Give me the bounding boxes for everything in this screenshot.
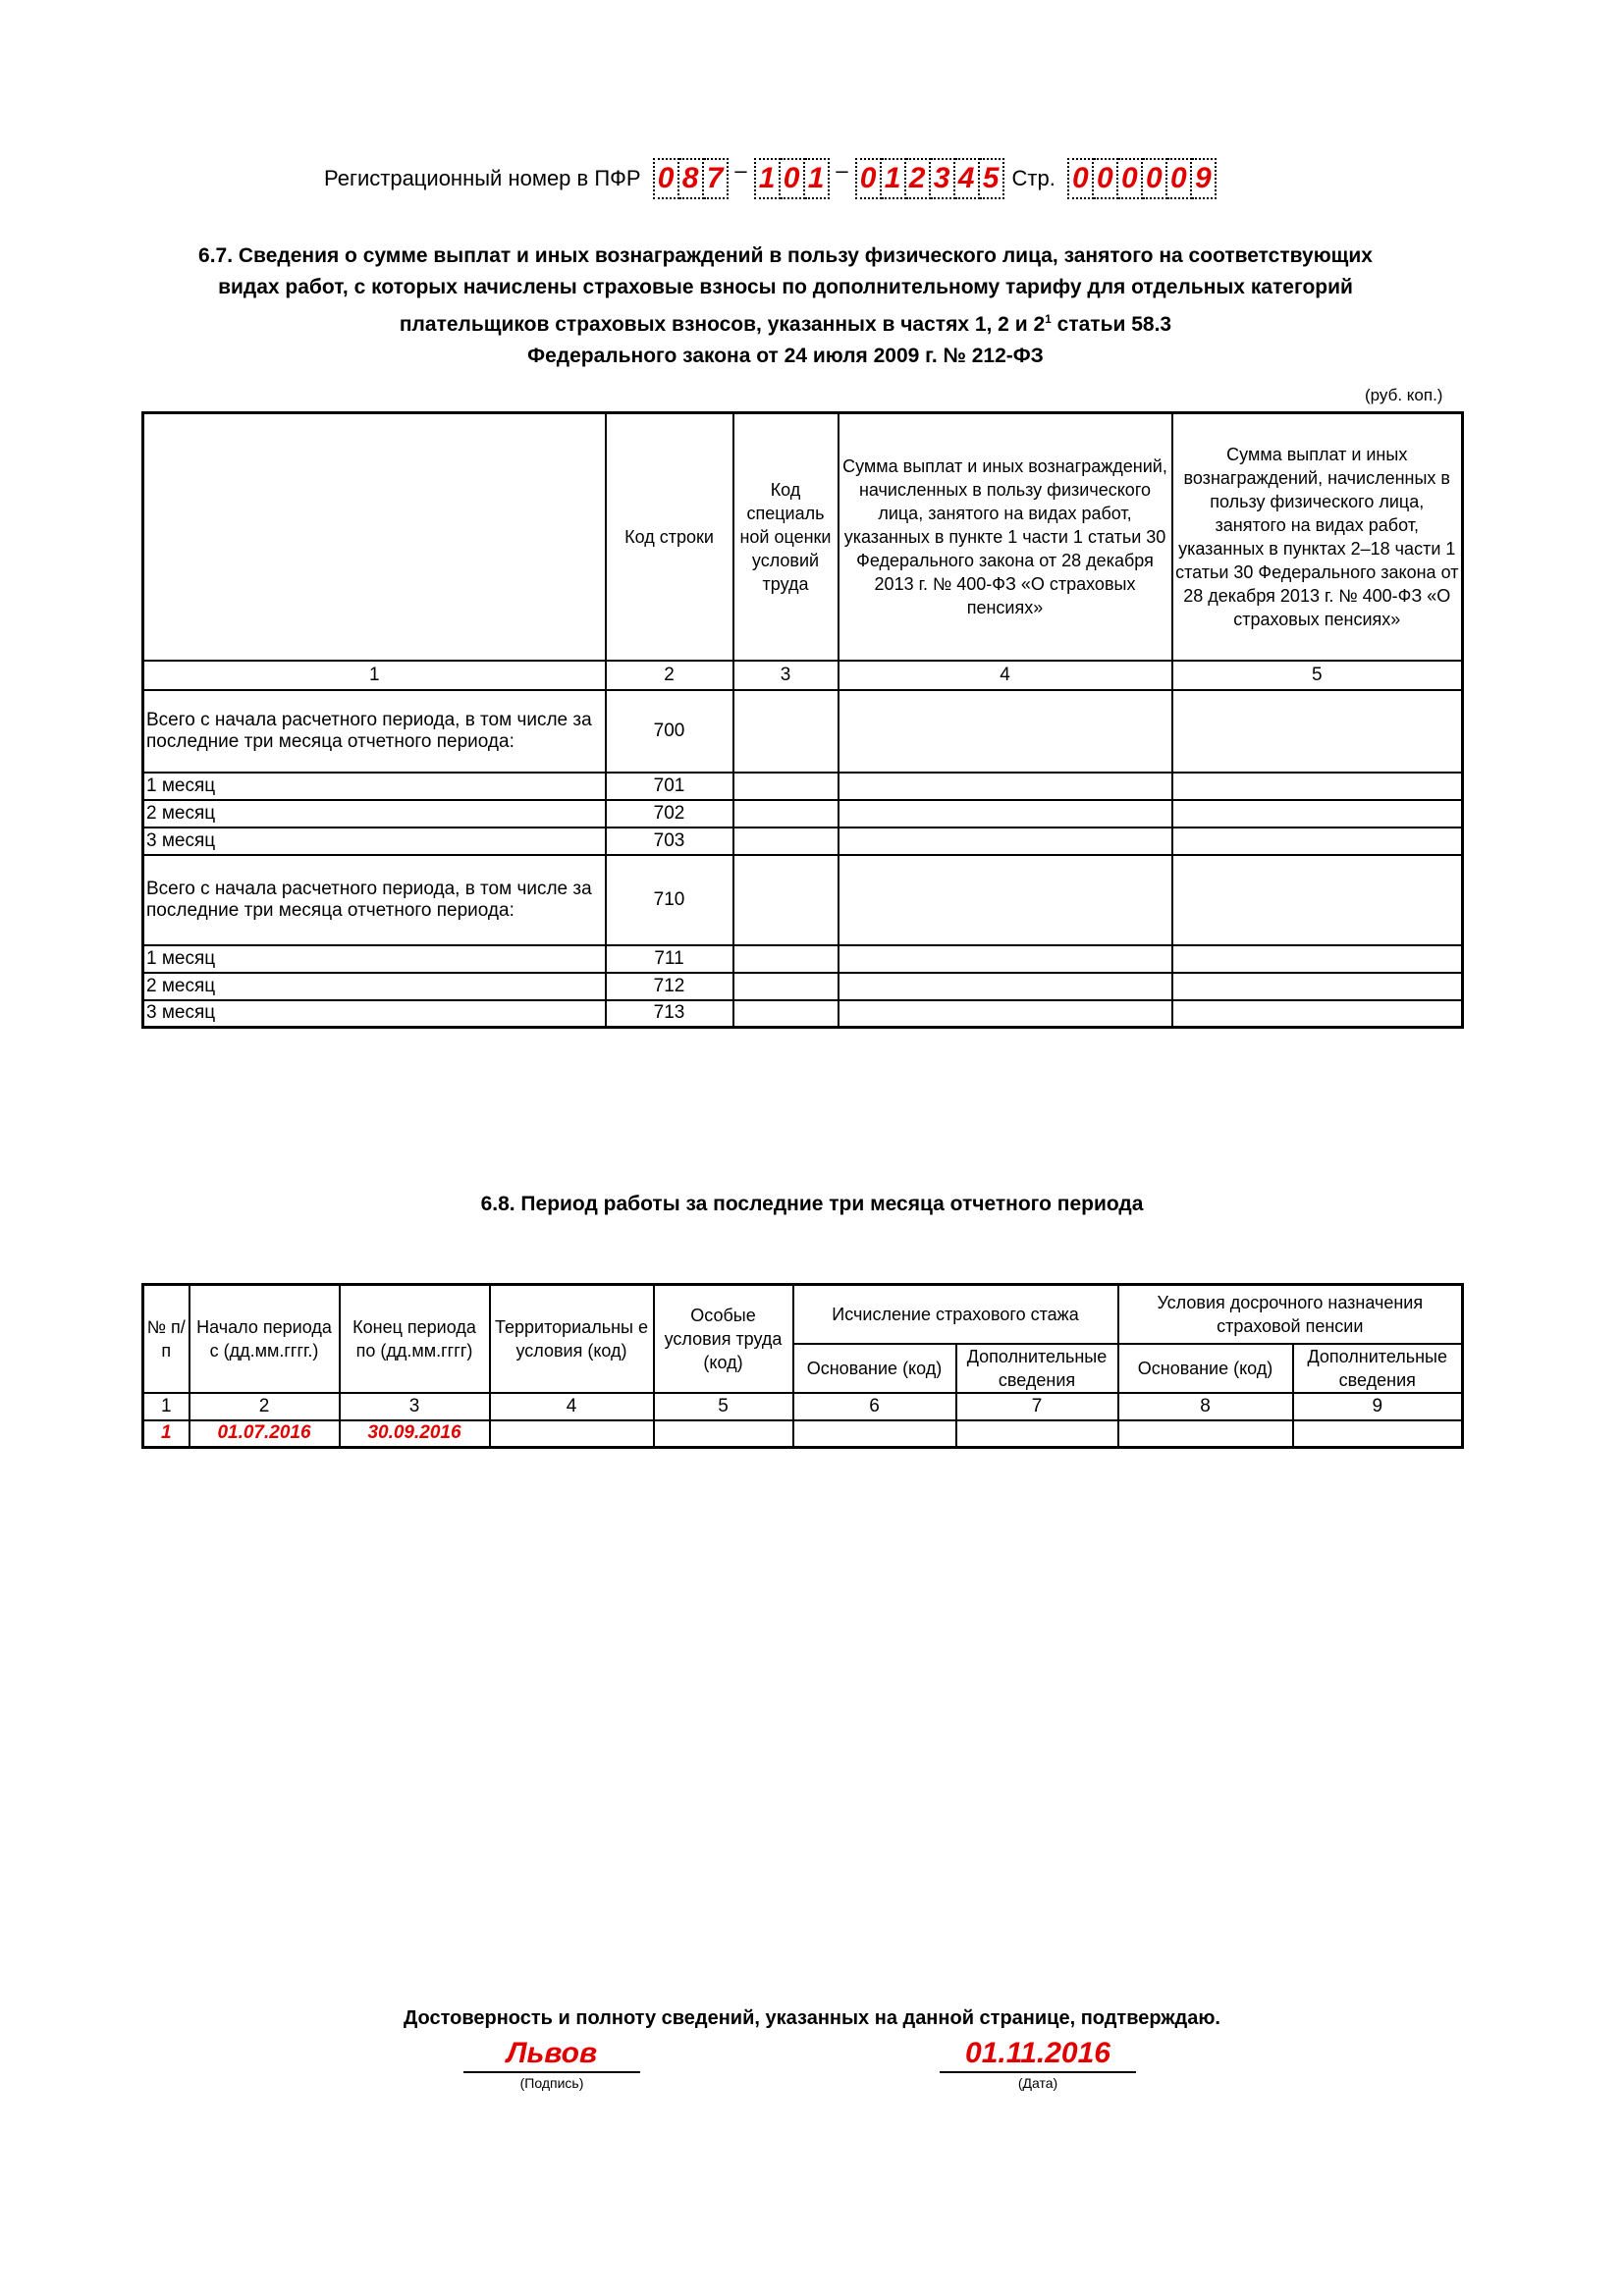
header-payments-points-2-18: Сумма выплат и иных вознаграждений, начисленных в пользу физического лица, занятого на видах работ, указанных в пунктах 2–18 части 1 статьи 30 Федерального закона от 28 декабря 2013 г. № 400-ФЗ «О страховых пенсиях» xyxy=(1172,413,1463,661)
reg-digit: 0 xyxy=(781,158,805,199)
page-number xyxy=(1067,158,1217,199)
column-number: 3 xyxy=(733,661,839,690)
table-row xyxy=(143,828,1463,855)
row-code: 713 xyxy=(606,1000,733,1028)
column-number: 2 xyxy=(606,661,733,690)
column-number: 1 xyxy=(143,1393,189,1420)
column-number: 8 xyxy=(1118,1393,1293,1420)
title-line: Федерального закона от 24 июля 2009 г. № 212-ФЗ xyxy=(527,345,1044,367)
title-line: 6.7. Сведения о сумме выплат и иных вознаграждений в пользу физического лица, занятого на соответствующих xyxy=(198,244,1373,267)
header-special-conditions: Особые условия труда (код) xyxy=(654,1285,793,1393)
column-number: 5 xyxy=(654,1393,793,1420)
table-row xyxy=(143,855,1463,945)
value-cell[interactable] xyxy=(490,1420,654,1448)
page-digit: 0 xyxy=(1067,158,1094,199)
column-number: 1 xyxy=(143,661,606,690)
row-code: 712 xyxy=(606,973,733,1000)
value-cell[interactable] xyxy=(839,690,1172,773)
value-cell[interactable] xyxy=(733,945,839,973)
header-number: № п/п xyxy=(143,1285,189,1393)
reg-digit: 5 xyxy=(980,158,1004,199)
row-label: 2 месяц xyxy=(143,973,606,1000)
date-caption: (Дата) xyxy=(1017,2075,1058,2091)
reg-digit: 7 xyxy=(704,158,729,199)
column-number: 4 xyxy=(839,661,1172,690)
row-label: Всего с начала расчетного периода, в том числе за последние три месяца отчетного периода: xyxy=(143,690,606,773)
confirmation-text: Достоверность и полноту сведений, указанных на данной странице, подтверждаю. xyxy=(404,2007,1220,2029)
title-superscript: 1 xyxy=(1045,312,1052,326)
row-code: 702 xyxy=(606,800,733,828)
table-row xyxy=(143,945,1463,973)
value-cell[interactable] xyxy=(839,1000,1172,1028)
title-text: плательщиков страховых взносов, указанных в частях 1, 2 и 2 xyxy=(399,313,1046,336)
value-cell[interactable] xyxy=(839,800,1172,828)
value-cell[interactable] xyxy=(839,773,1172,800)
row-code: 701 xyxy=(606,773,733,800)
reg-part-1 xyxy=(653,158,729,199)
reg-part-2 xyxy=(754,158,830,199)
row-label: Всего с начала расчетного периода, в том числе за последние три месяца отчетного периода: xyxy=(143,855,606,945)
section-6-7-title xyxy=(128,240,1443,372)
units-note: (руб. коп.) xyxy=(1365,386,1443,404)
header-period-end: Конец периода по (дд.мм.гггг) xyxy=(340,1285,490,1393)
page-digit: 0 xyxy=(1167,158,1192,199)
value-cell[interactable] xyxy=(654,1420,793,1448)
value-cell[interactable] xyxy=(839,855,1172,945)
value-cell[interactable] xyxy=(1172,800,1463,828)
column-number: 7 xyxy=(956,1393,1118,1420)
title-line xyxy=(128,303,1443,341)
section-6-8-title: 6.8. Период работы за последние три месяца отчетного периода xyxy=(480,1193,1144,1215)
row-label: 1 месяц xyxy=(143,945,606,973)
title-line: видах работ, с которых начислены страховые взносы по дополнительному тарифу для отдельных категорий xyxy=(218,276,1353,298)
row-label: 1 месяц xyxy=(143,773,606,800)
reg-digit: 3 xyxy=(931,158,955,199)
header-cell-empty xyxy=(143,413,606,661)
table-row xyxy=(143,1420,1463,1448)
value-cell[interactable] xyxy=(733,828,839,855)
row-code: 703 xyxy=(606,828,733,855)
table-row xyxy=(143,773,1463,800)
row-code: 711 xyxy=(606,945,733,973)
column-number: 3 xyxy=(340,1393,490,1420)
header-early-pension: Условия досрочного назначения страховой пенсии xyxy=(1118,1285,1463,1344)
registration-number-line xyxy=(324,157,1217,200)
page-digit: 0 xyxy=(1143,158,1167,199)
period-start-value[interactable]: 01.07.2016 xyxy=(189,1420,340,1448)
header-additional-info: Дополнительные сведения xyxy=(956,1344,1118,1393)
value-cell[interactable] xyxy=(1172,828,1463,855)
header-additional-info: Дополнительные сведения xyxy=(1293,1344,1463,1393)
table-row xyxy=(143,973,1463,1000)
value-cell[interactable] xyxy=(733,773,839,800)
value-cell[interactable] xyxy=(1172,855,1463,945)
row-label: 2 месяц xyxy=(143,800,606,828)
column-number: 4 xyxy=(490,1393,654,1420)
value-cell[interactable] xyxy=(793,1420,956,1448)
header-payments-point-1: Сумма выплат и иных вознаграждений, начисленных в пользу физического лица, занятого на видах работ, указанных в пункте 1 части 1 статьи 30 Федерального закона от 28 декабря 2013 г. № 400-ФЗ «О страховых пенсиях» xyxy=(839,413,1172,661)
column-number: 2 xyxy=(189,1393,340,1420)
reg-digit: 8 xyxy=(679,158,704,199)
header-period-start: Начало периода с (дд.мм.гггг.) xyxy=(189,1285,340,1393)
reg-digit: 2 xyxy=(906,158,931,199)
value-cell[interactable] xyxy=(839,828,1172,855)
reg-digit: 0 xyxy=(855,158,882,199)
title-text: статьи 58.3 xyxy=(1051,313,1172,336)
reg-digit: 1 xyxy=(882,158,906,199)
column-number: 6 xyxy=(793,1393,956,1420)
row-label: 3 месяц xyxy=(143,828,606,855)
value-cell[interactable] xyxy=(839,973,1172,1000)
section-6-8-table xyxy=(141,1283,1464,1449)
value-cell[interactable] xyxy=(733,800,839,828)
header-row-code: Код строки xyxy=(606,413,733,661)
value-cell[interactable] xyxy=(1172,973,1463,1000)
value-cell[interactable] xyxy=(1172,690,1463,773)
reg-digit: 0 xyxy=(653,158,679,199)
value-cell[interactable] xyxy=(733,1000,839,1028)
value-cell[interactable] xyxy=(733,855,839,945)
reg-digit: 1 xyxy=(805,158,830,199)
value-cell[interactable] xyxy=(1293,1420,1463,1448)
registration-number-label: Регистрационный номер в ПФР xyxy=(324,166,641,190)
row-code: 700 xyxy=(606,690,733,773)
header-territorial-conditions: Территориальны е условия (код) xyxy=(490,1285,654,1393)
signature-caption: (Подпись) xyxy=(519,2075,584,2091)
table-row xyxy=(143,1000,1463,1028)
column-number-row xyxy=(143,661,1463,690)
value-cell[interactable] xyxy=(839,945,1172,973)
period-end-value[interactable]: 30.09.2016 xyxy=(340,1420,490,1448)
signature-block xyxy=(463,2036,640,2091)
date-value[interactable]: 01.11.2016 xyxy=(940,2036,1136,2073)
signature-value[interactable]: Львов xyxy=(463,2036,640,2073)
reg-digit: 1 xyxy=(754,158,781,199)
page-digit: 9 xyxy=(1192,158,1217,199)
row-code: 710 xyxy=(606,855,733,945)
row-label: 3 месяц xyxy=(143,1000,606,1028)
column-number: 9 xyxy=(1293,1393,1463,1420)
column-number-row xyxy=(143,1393,1463,1420)
row-number[interactable]: 1 xyxy=(143,1420,189,1448)
reg-part-3 xyxy=(855,158,1004,199)
date-block xyxy=(940,2036,1136,2091)
table-row xyxy=(143,690,1463,773)
value-cell[interactable] xyxy=(1172,773,1463,800)
table-row xyxy=(143,800,1463,828)
reg-digit: 4 xyxy=(955,158,980,199)
header-basis-code: Основание (код) xyxy=(1118,1344,1293,1393)
header-special-assessment-code: Код специаль ной оценки условий труда xyxy=(733,413,839,661)
value-cell[interactable] xyxy=(733,973,839,1000)
page-number-label: Стр. xyxy=(1011,166,1056,190)
column-number: 5 xyxy=(1172,661,1463,690)
dash-separator: – xyxy=(734,158,747,183)
header-basis-code: Основание (код) xyxy=(793,1344,956,1393)
page-digit: 0 xyxy=(1094,158,1118,199)
page-digit: 0 xyxy=(1118,158,1143,199)
value-cell[interactable] xyxy=(733,690,839,773)
section-6-7-table xyxy=(141,411,1464,1029)
table-header-row xyxy=(143,1285,1463,1344)
value-cell[interactable] xyxy=(1118,1420,1293,1448)
table-header-row xyxy=(143,413,1463,661)
header-insurance-experience: Исчисление страхового стажа xyxy=(793,1285,1118,1344)
value-cell[interactable] xyxy=(1172,1000,1463,1028)
value-cell[interactable] xyxy=(1172,945,1463,973)
dash-separator: – xyxy=(836,158,848,183)
value-cell[interactable] xyxy=(956,1420,1118,1448)
